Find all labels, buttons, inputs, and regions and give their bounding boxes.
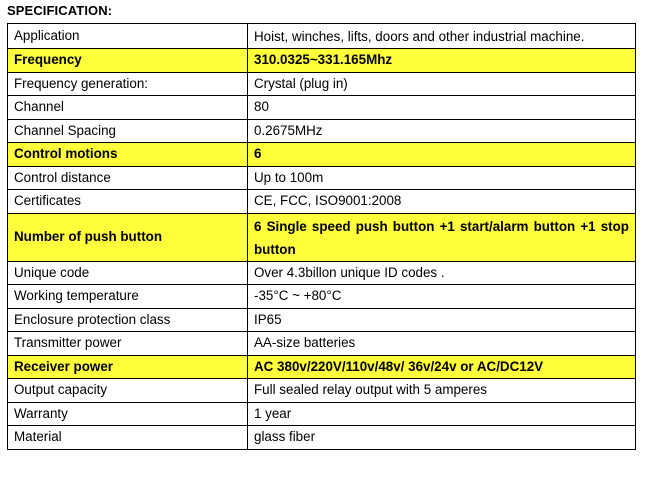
- spec-label: Material: [8, 426, 248, 450]
- spec-value: -35°C ~ +80°C: [248, 285, 636, 309]
- spec-value: 0.2675MHz: [248, 119, 636, 143]
- table-row-push-buttons: [8, 213, 636, 261]
- spec-label: Application: [8, 24, 248, 49]
- table-row-warranty: [8, 402, 636, 426]
- table-row-unique-code: [8, 261, 636, 285]
- spec-label: Channel Spacing: [8, 119, 248, 143]
- spec-label: Control motions: [8, 143, 248, 167]
- spec-label: Receiver power: [8, 355, 248, 379]
- spec-label: Output capacity: [8, 379, 248, 403]
- table-row-transmitter-power: [8, 332, 636, 356]
- spec-value: glass fiber: [248, 426, 636, 450]
- spec-value: Over 4.3billon unique ID codes .: [248, 261, 636, 285]
- page-title: SPECIFICATION:: [7, 3, 113, 18]
- spec-label: Number of push button: [8, 213, 248, 261]
- spec-label: Enclosure protection class: [8, 308, 248, 332]
- table-row-material: [8, 426, 636, 450]
- spec-value: 1 year: [248, 402, 636, 426]
- spec-value: Hoist, winches, lifts, doors and other industrial machine.: [248, 24, 636, 49]
- specification-table: [7, 23, 636, 450]
- table-row-control-motions: [8, 143, 636, 167]
- table-row-application: [8, 24, 636, 49]
- spec-value: Full sealed relay output with 5 amperes: [248, 379, 636, 403]
- table-row-output-capacity: [8, 379, 636, 403]
- table-row-channel: [8, 96, 636, 120]
- spec-label: Frequency: [8, 49, 248, 73]
- table-row-control-distance: [8, 166, 636, 190]
- spec-value: 80: [248, 96, 636, 120]
- spec-label: Frequency generation:: [8, 72, 248, 96]
- table-row-channel-spacing: [8, 119, 636, 143]
- spec-value: AA-size batteries: [248, 332, 636, 356]
- spec-value: Up to 100m: [248, 166, 636, 190]
- table-row-enclosure-protection: [8, 308, 636, 332]
- table-row-frequency: [8, 49, 636, 73]
- spec-value: AC 380v/220V/110v/48v/ 36v/24v or AC/DC12V: [248, 355, 636, 379]
- spec-label: Unique code: [8, 261, 248, 285]
- spec-label: Warranty: [8, 402, 248, 426]
- spec-label: Certificates: [8, 190, 248, 214]
- spec-value: 6: [248, 143, 636, 167]
- spec-value: IP65: [248, 308, 636, 332]
- spec-label: Channel: [8, 96, 248, 120]
- spec-value: Crystal (plug in): [248, 72, 636, 96]
- table-row-receiver-power: [8, 355, 636, 379]
- spec-value: 310.0325~331.165Mhz: [248, 49, 636, 73]
- table-row-working-temperature: [8, 285, 636, 309]
- spec-label: Transmitter power: [8, 332, 248, 356]
- spec-value: CE, FCC, ISO9001:2008: [248, 190, 636, 214]
- table-row-frequency-generation: [8, 72, 636, 96]
- spec-value: 6 Single speed push button +1 start/alarm button +1 stop button: [248, 213, 636, 261]
- spec-label: Working temperature: [8, 285, 248, 309]
- spec-label: Control distance: [8, 166, 248, 190]
- table-row-certificates: [8, 190, 636, 214]
